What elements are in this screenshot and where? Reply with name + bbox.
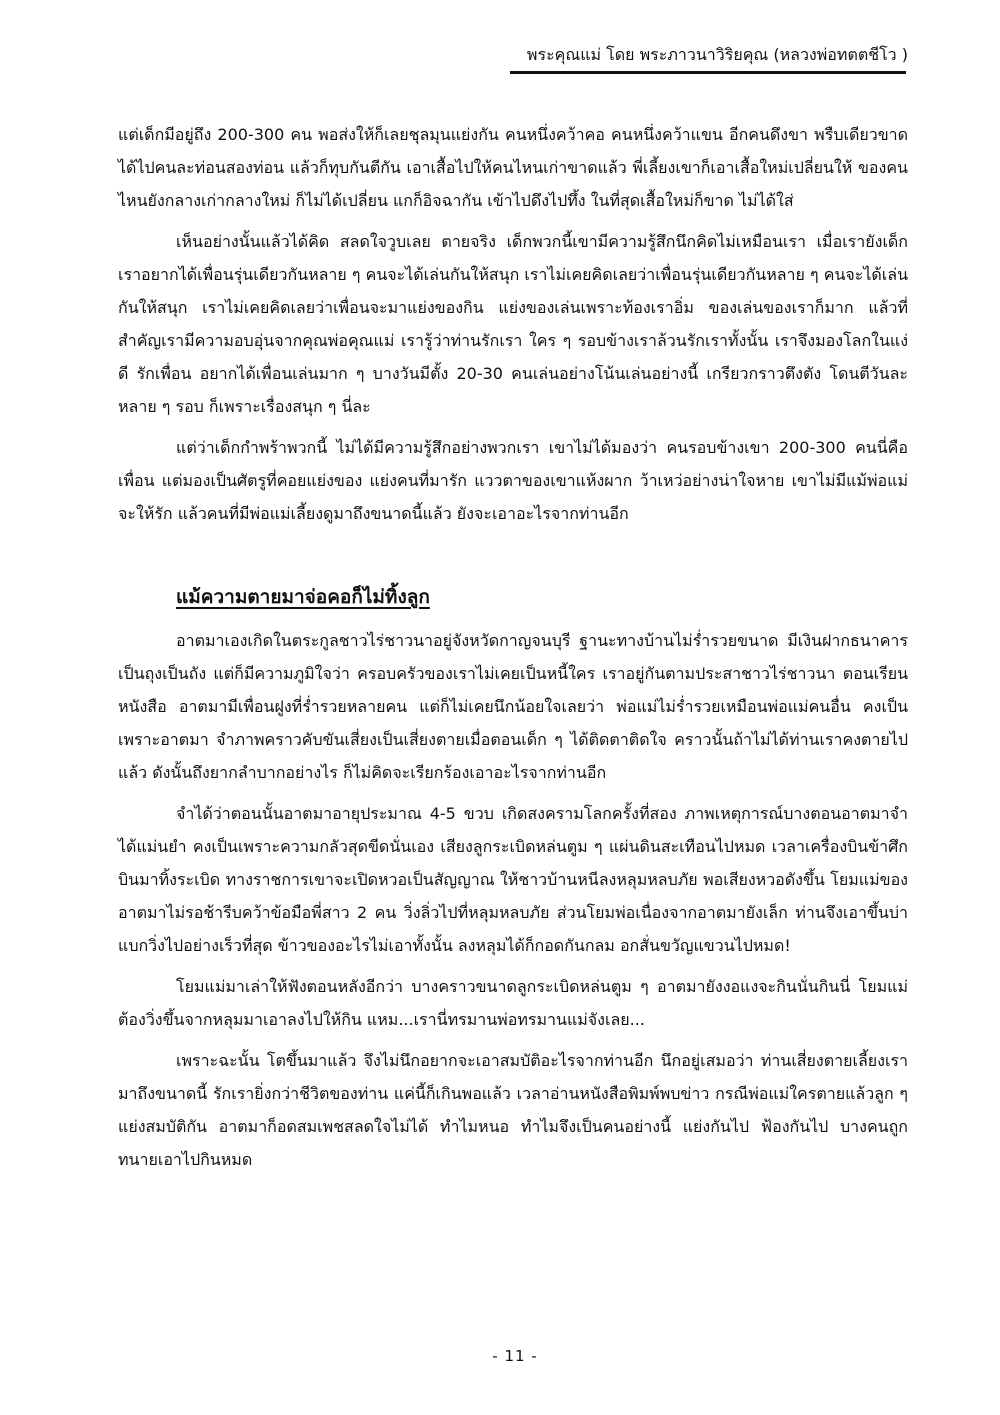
page-body <box>118 118 908 1176</box>
paragraph: แต่ว่าเด็กกำพร้าพวกนี้ ไม่ได้มีความรู้สึกอย่างพวกเรา เขาไม่ได้มองว่า คนรอบข้างเขา 200-300 คนนี่คือเพื่อน แต่มองเป็นศัตรูที่คอยแย่งของ แย่งคนที่มารัก แววตาของเขาแห้งผาก ว้าเหว่อย่างน่าใจหาย เขาไม่มีแม้พ่อแม่จะให้รัก แล้วคนที่มีพ่อแม่เลี้ยงดูมาถึงขนาดนี้แล้ว ยังจะเอาอะไรจากท่านอีก <box>118 438 908 523</box>
paragraph: อาตมาเองเกิดในตระกูลชาวไร่ชาวนาอยู่จังหวัดกาญจนบุรี ฐานะทางบ้านไม่ร่ำรวยขนาด มีเงินฝากธนาคารเป็นถุงเป็นถัง แต่ก็มีความภูมิใจว่า ครอบครัวของเราไม่เคยเป็นหนี้ใคร เราอยู่กันตามประสาชาวไร่ชาวนา ตอนเรียนหนังสือ อาตมามีเพื่อนฝูงที่ร่ำรวยหลายคน แต่ก็ไม่เคยนึกน้อยใจเลยว่า พ่อแม่ไม่ร่ำรวยเหมือนพ่อแม่คนอื่น คงเป็นเพราะอาตมา จำภาพคราวคับขันเสี่ยงเป็นเสี่ยงตายเมื่อตอนเด็ก ๆ ได้ติดตาติดใจ คราวนั้นถ้าไม่ได้ท่านเราคงตายไปแล้ว ดังนั้นถึงยากลำบากอย่างไร ก็ไม่คิดจะเรียกร้องเอาอะไรจากท่านอีก <box>118 631 908 782</box>
header-rule <box>510 71 906 74</box>
paragraph: เห็นอย่างนั้นแล้วได้คิด สลดใจวูบเลย ตายจริง เด็กพวกนี้เขามีความรู้สึกนึกคิดไม่เหมือนเรา เมื่อเรายังเด็ก เราอยากได้เพื่อนรุ่นเดียวกันหลาย ๆ คนจะได้เล่นกันให้สนุก เราไม่เคยคิดเลยว่าเพื่อนรุ่นเดียวกันหลาย ๆ คนจะได้เล่นกันให้สนุก เราไม่เคยคิดเลยว่าเพื่อนจะมาแย่งของกิน แย่งของเล่นเพราะท้องเราอิ่ม ของเล่นของเราก็มาก แล้วที่สำคัญเรามีความอบอุ่นจากคุณพ่อคุณแม่ เรารู้ว่าท่านรักเรา ใคร ๆ รอบข้างเราล้วนรักเราทั้งนั้น เราจึงมองโลกในแง่ดี รักเพื่อน อยากได้เพื่อนเล่นมาก ๆ บางวันมีตั้ง 20-30 คนเล่นอย่างโน้นเล่นอย่างนี้ เกรียวกราวตึงตัง โดนตีวันละหลาย ๆ รอบ ก็เพราะเรื่องสนุก ๆ นี่ละ <box>118 232 908 416</box>
section-heading: แม้ความตายมาจ่อคอก็ไม่ทิ้งลูก <box>176 586 430 608</box>
paragraph: โยมแม่มาเล่าให้ฟังตอนหลังอีกว่า บางคราวขนาดลูกระเบิดหล่นตูม ๆ อาตมายังงอแงจะกินนั่นกินนี่ โยมแม่ต้องวิ่งขึ้นจากหลุมมาเอาลงไปให้กิน แหม...เรานี่ทรมานพ่อทรมานแม่จังเลย... <box>118 977 908 1029</box>
paragraph: เพราะฉะนั้น โตขึ้นมาแล้ว จึงไม่นึกอยากจะเอาสมบัติอะไรจากท่านอีก นึกอยู่เสมอว่า ท่านเสี่ยงตายเลี้ยงเรามาถึงขนาดนี้ รักเรายิ่งกว่าชีวิตของท่าน แค่นี้ก็เกินพอแล้ว เวลาอ่านหนังสือพิมพ์พบข่าว กรณีพ่อแม่ใครตายแล้วลูก ๆ แย่งสมบัติกัน อาตมาก็อดสมเพชสลดใจไม่ได้ ทำไมหนอ ทำไมจึงเป็นคนอย่างนี้ แย่งกันไป ฟ้องกันไป บางคนถูกทนายเอาไปกินหมด <box>118 1051 908 1169</box>
paragraph: จำได้ว่าตอนนั้นอาตมาอายุประมาณ 4-5 ขวบ เกิดสงครามโลกครั้งที่สอง ภาพเหตุการณ์บางตอนอาตมาจำได้แม่นยำ คงเป็นเพราะความกลัวสุดขีดนั่นเอง เสียงลูกระเบิดหล่นตูม ๆ แผ่นดินสะเทือนไปหมด เวลาเครื่องบินข้าศึกบินมาทิ้งระเบิด ทางราชการเขาจะเปิดหวอเป็นสัญญาณ ให้ชาวบ้านหนีลงหลุมหลบภัย พอเสียงหวอดังขึ้น โยมแม่ของอาตมาไม่รอช้ารีบคว้าข้อมือพี่สาว 2 คน วิ่งลิ่วไปที่หลุมหลบภัย ส่วนโยมพ่อเนื่องจากอาตมายังเล็ก ท่านจึงเอาขึ้นบ่าแบกวิ่งไปอย่างเร็วที่สุด ข้าวของอะไรไม่เอาทั้งนั้น ลงหลุมได้ก็กอดกันกลม อกสั่นขวัญแขวนไปหมด! <box>118 804 908 955</box>
running-header: พระคุณแม่ โดย พระภาวนาวิริยคุณ (หลวงพ่อทตตชีโว ) <box>526 45 908 64</box>
page-number: - 11 - <box>492 1347 538 1365</box>
paragraph: แต่เด็กมีอยู่ถึง 200-300 คน พอส่งให้ก็เลยชุลมุนแย่งกัน คนหนึ่งคว้าคอ คนหนึ่งคว้าแขน อีกคนดึงขา พรืบเดียวขาด ได้ไปคนละท่อนสองท่อน แล้วก็ทุบกันตีกัน เอาเสื้อไปให้คนไหนเก่าขาดแล้ว พี่เลี้ยงเขาก็เอาเสื้อใหม่เปลี่ยนให้ ของคนไหนยังกลางเก่ากลางใหม่ ก็ไม่ได้เปลี่ยน แกก็อิจฉากัน เข้าไปดึงไปทึ้ง ในที่สุดเสื้อใหม่ก็ขาด ไม่ได้ใส่ <box>118 125 908 210</box>
